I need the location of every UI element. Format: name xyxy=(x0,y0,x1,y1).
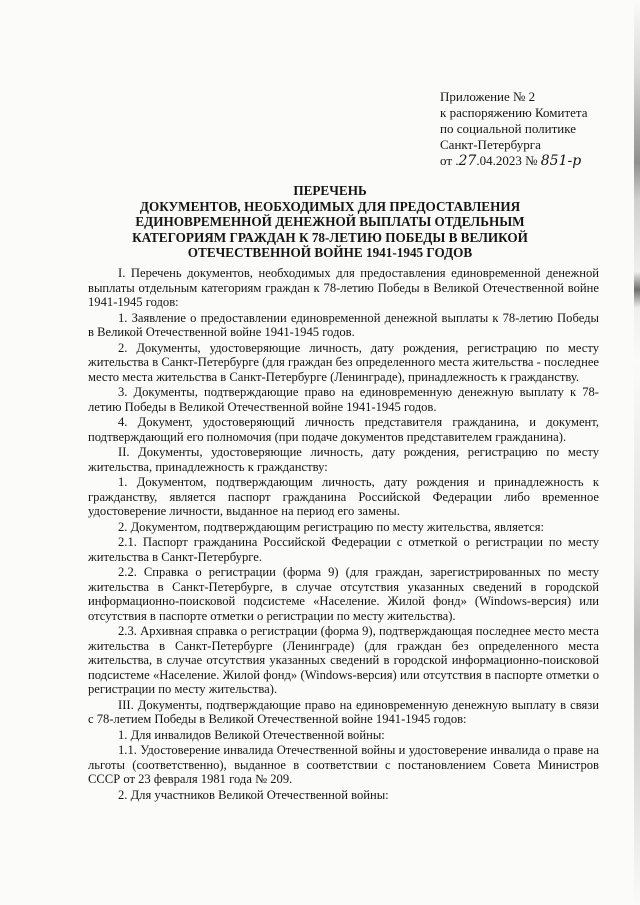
annex-line: Приложение № 2 xyxy=(440,89,536,104)
paragraph: 2.3. Архивная справка о регистрации (форма 9), подтверждающая последнее место места жительства в Санкт-Петербурге (Ленинграде) (для граждан без определенного места жительства, в случае отсутствия указанных сведений в городской информационно-поисковой подсистеме «Население. Жилой фонд» (Windows-версия) или отсутствия в паспорте отметки о регистрации по месту жительства). xyxy=(88,624,599,696)
paragraph: I. Перечень документов, необходимых для предоставления единовременной денежной выплаты отдельным категориям граждан к 78-летию Победы в Великой Отечественной войне 1941-1945 годов: xyxy=(88,266,599,309)
paragraph: III. Документы, подтверждающие право на единовременную денежную выплату в связи с 78-летием Победы в Великой Отечественной войне 1941-1945 годов: xyxy=(88,697,599,726)
paragraph: 3. Документы, подтверждающие право на единовременную денежную выплату к 78-летию Победы в Великой Отечественной войне 1941-1945 годов. xyxy=(88,385,599,414)
paragraph: 2. Документы, удостоверяющие личность, дату рождения, регистрацию по месту жительства в Санкт-Петербурге (для граждан без определенного места жительства - последнее место места жительства в Санкт-Петербурге (Ленинграде), принадлежность к гражданству. xyxy=(88,340,599,384)
date-prefix: от . xyxy=(440,153,459,168)
paragraph: 1. Заявление о предоставлении единовременной денежной выплаты к 78-летию Победы в Великой Отечественной войне 1941-1945 годов. xyxy=(88,310,599,339)
annex-date-line xyxy=(440,153,630,169)
scan-edge-shadow xyxy=(634,0,640,905)
paragraph: 2. Документом, подтверждающим регистрацию по месту жительства, является: xyxy=(118,519,545,534)
annex-line: Санкт-Петербурга xyxy=(440,137,541,152)
paragraph: 2.2. Справка о регистрации (форма 9) (для граждан, зарегистрированных по месту жительства в Санкт-Петербурге, в случае отсутствия указанных сведений в городской информационно-поисковой подсистеме «Население. Жилой фонд» (Windows-версия) или отсутствия в паспорте отметки о регистрации по месту жительства). xyxy=(88,565,599,623)
paragraph: 2. Для участников Великой Отечественной войны: xyxy=(118,787,389,802)
paragraph: 1.1. Удостоверение инвалида Отечественной войны и удостоверение инвалида о праве на льготы (соответственно), выданное в соответствии с постановлением Совета Министров СССР от 23 февраля 1981 года № 209. xyxy=(88,743,599,786)
date-day-handwritten: 27 xyxy=(458,153,477,169)
date-rest: .04.2023 № xyxy=(476,153,538,168)
annex-line: по социальной политике xyxy=(440,121,576,136)
paragraph: II. Документы, удостоверяющие личность, дату рождения, регистрацию по месту жительства, принадлежность к гражданству: xyxy=(88,445,599,474)
title-line: ДОКУМЕНТОВ, НЕОБХОДИМЫХ ДЛЯ ПРЕДОСТАВЛЕНИЯ xyxy=(139,198,521,214)
title-line: ЕДИНОВРЕМЕННОЙ ДЕНЕЖНОЙ ВЫПЛАТЫ ОТДЕЛЬНЫМ xyxy=(135,214,525,229)
order-number-handwritten: 851-р xyxy=(540,153,582,169)
title-heading: ПЕРЕЧЕНЬ xyxy=(293,183,367,198)
paragraph: 1. Для инвалидов Великой Отечественной войны: xyxy=(118,727,385,742)
document-body xyxy=(88,266,599,803)
annex-block xyxy=(440,89,630,169)
paragraph: 2.1. Паспорт гражданина Российской Федерации с отметкой о регистрации по месту жительства в Санкт-Петербурге. xyxy=(88,535,599,564)
annex-line: к распоряжению Комитета xyxy=(440,105,588,120)
title-line: КАТЕГОРИЯМ ГРАЖДАН К 78-ЛЕТИЮ ПОБЕДЫ В ВЕЛИКОЙ xyxy=(132,229,528,245)
paragraph: 4. Документ, удостоверяющий личность представителя гражданина, и документ, подтверждающий его полномочия (при подаче документов представителем гражданина). xyxy=(88,415,599,444)
paragraph: 1. Документом, подтверждающим личность, дату рождения и принадлежность к гражданству, является паспорт гражданина Российской Федерации либо временное удостоверение личности, выданное на период его замены. xyxy=(88,475,599,518)
document-title xyxy=(110,183,550,261)
title-line: ОТЕЧЕСТВЕННОЙ ВОЙНЕ 1941-1945 ГОДОВ xyxy=(187,245,473,260)
